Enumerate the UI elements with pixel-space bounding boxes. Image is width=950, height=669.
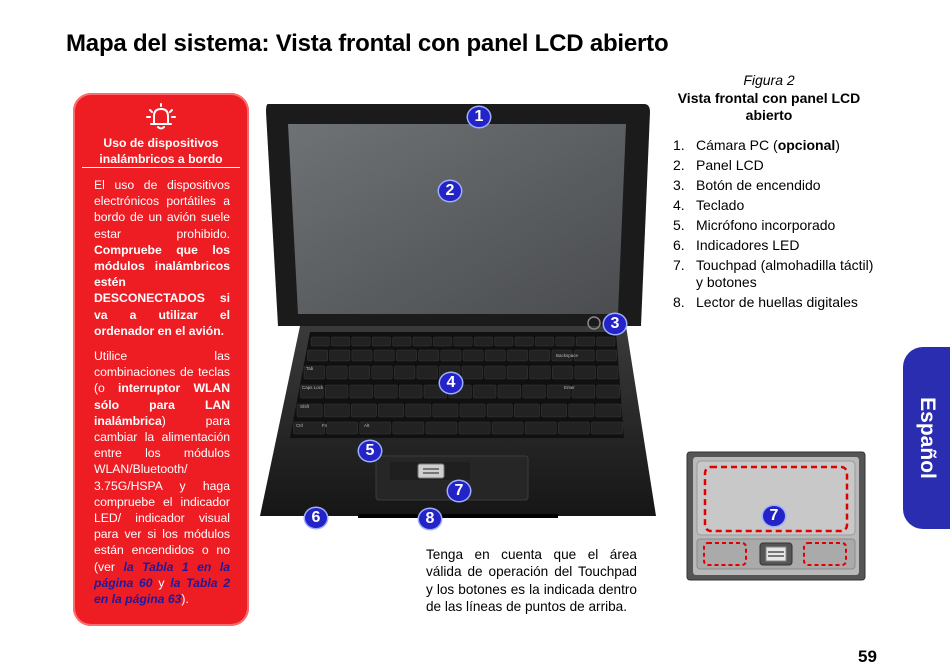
legend-text: Lector de huellas digitales xyxy=(696,293,858,310)
warning-heading: Uso de dispositivos inalámbricos a bordo xyxy=(82,136,240,168)
legend-item xyxy=(673,135,883,155)
legend-number: 8. xyxy=(673,294,685,310)
callout-5: 5 xyxy=(359,441,381,461)
callout-8: 8 xyxy=(419,509,441,529)
bell-alert-icon xyxy=(145,102,177,132)
callout-7: 7 xyxy=(448,481,470,501)
callout-3: 3 xyxy=(604,314,626,334)
legend-item xyxy=(673,292,883,312)
legend-text: Teclado xyxy=(696,196,745,213)
legend-number: 3. xyxy=(673,177,685,193)
legend-number: 7. xyxy=(673,257,685,273)
key-ctrl: Ctrl xyxy=(296,423,303,428)
touchpad-note: Tenga en cuenta que el área válida de operación del Touchpad y los botones es la indicada dentro de las líneas de puntos de arriba. xyxy=(426,547,637,614)
warning-paragraph-1: El uso de dispositivos electrónicos portátiles a bordo de un avión suele estar prohibido. Compruebe que los módulos inalámbricos estén DESCONECTADOS si va a utilizar el ordenador en el avión. xyxy=(94,178,230,338)
callout-1: 1 xyxy=(468,107,490,127)
touchpad-callout-7: 7 xyxy=(763,506,785,526)
callout-4: 4 xyxy=(440,373,462,393)
legend-number: 1. xyxy=(673,137,685,153)
legend-number: 4. xyxy=(673,197,685,213)
link-tabla-2[interactable]: la Tabla 2 en la página 63 xyxy=(94,575,231,607)
legend-number: 6. xyxy=(673,237,685,253)
language-tab-label: Español xyxy=(915,397,939,479)
figure-caption xyxy=(660,72,878,125)
laptop-illustration xyxy=(258,104,658,524)
legend-text: Micrófono incorporado xyxy=(696,216,836,233)
figure-title: Vista frontal con panel LCD abierto xyxy=(677,89,861,123)
legend-number: 2. xyxy=(673,157,685,173)
legend-text: Cámara PC (opcional) xyxy=(696,136,840,153)
legend-item xyxy=(673,215,883,235)
legend-item xyxy=(673,175,883,195)
legend-list xyxy=(673,135,883,312)
legend-item xyxy=(673,195,883,215)
warning-paragraph-2: Utilice las combinaciones de teclas (o interruptor WLAN sólo para LAN inalámbrica) para cambiar la alimentación entre los módulos WLAN/Bluetooth/ 3.75G/HSPA y haga compruebe el indicador LED/ indicador visual para ver si los módulos están encendidos o no (ver la Tabla 1 en la página 60 y la Tabla 2 en la página 63). xyxy=(94,349,231,607)
legend-text: Touchpad (almohadilla táctil) y botones xyxy=(696,256,874,290)
legend-item xyxy=(673,235,883,255)
legend-text: Indicadores LED xyxy=(696,236,800,253)
figure-number: Figura 2 xyxy=(743,72,795,88)
key-enter: Enter xyxy=(564,385,575,390)
legend-text: Botón de encendido xyxy=(696,176,821,193)
key-caps: Caps Lock xyxy=(302,385,324,390)
legend-text: Panel LCD xyxy=(696,156,764,173)
key-backspace: Backspace xyxy=(556,353,579,358)
legend-item xyxy=(673,255,883,292)
key-shift: Shift xyxy=(300,404,310,409)
key-tab: Tab xyxy=(306,366,314,371)
key-alt: Alt xyxy=(364,423,370,428)
callout-2: 2 xyxy=(439,181,461,201)
link-tabla-1[interactable]: la Tabla 1 en la página 60 xyxy=(94,559,230,590)
legend-number: 5. xyxy=(673,217,685,233)
page-title: Mapa del sistema: Vista frontal con panel LCD abierto xyxy=(66,30,669,57)
key-fn: Fn xyxy=(322,423,328,428)
legend-item xyxy=(673,155,883,175)
page-number: 59 xyxy=(858,647,877,666)
callout-6: 6 xyxy=(305,508,327,528)
